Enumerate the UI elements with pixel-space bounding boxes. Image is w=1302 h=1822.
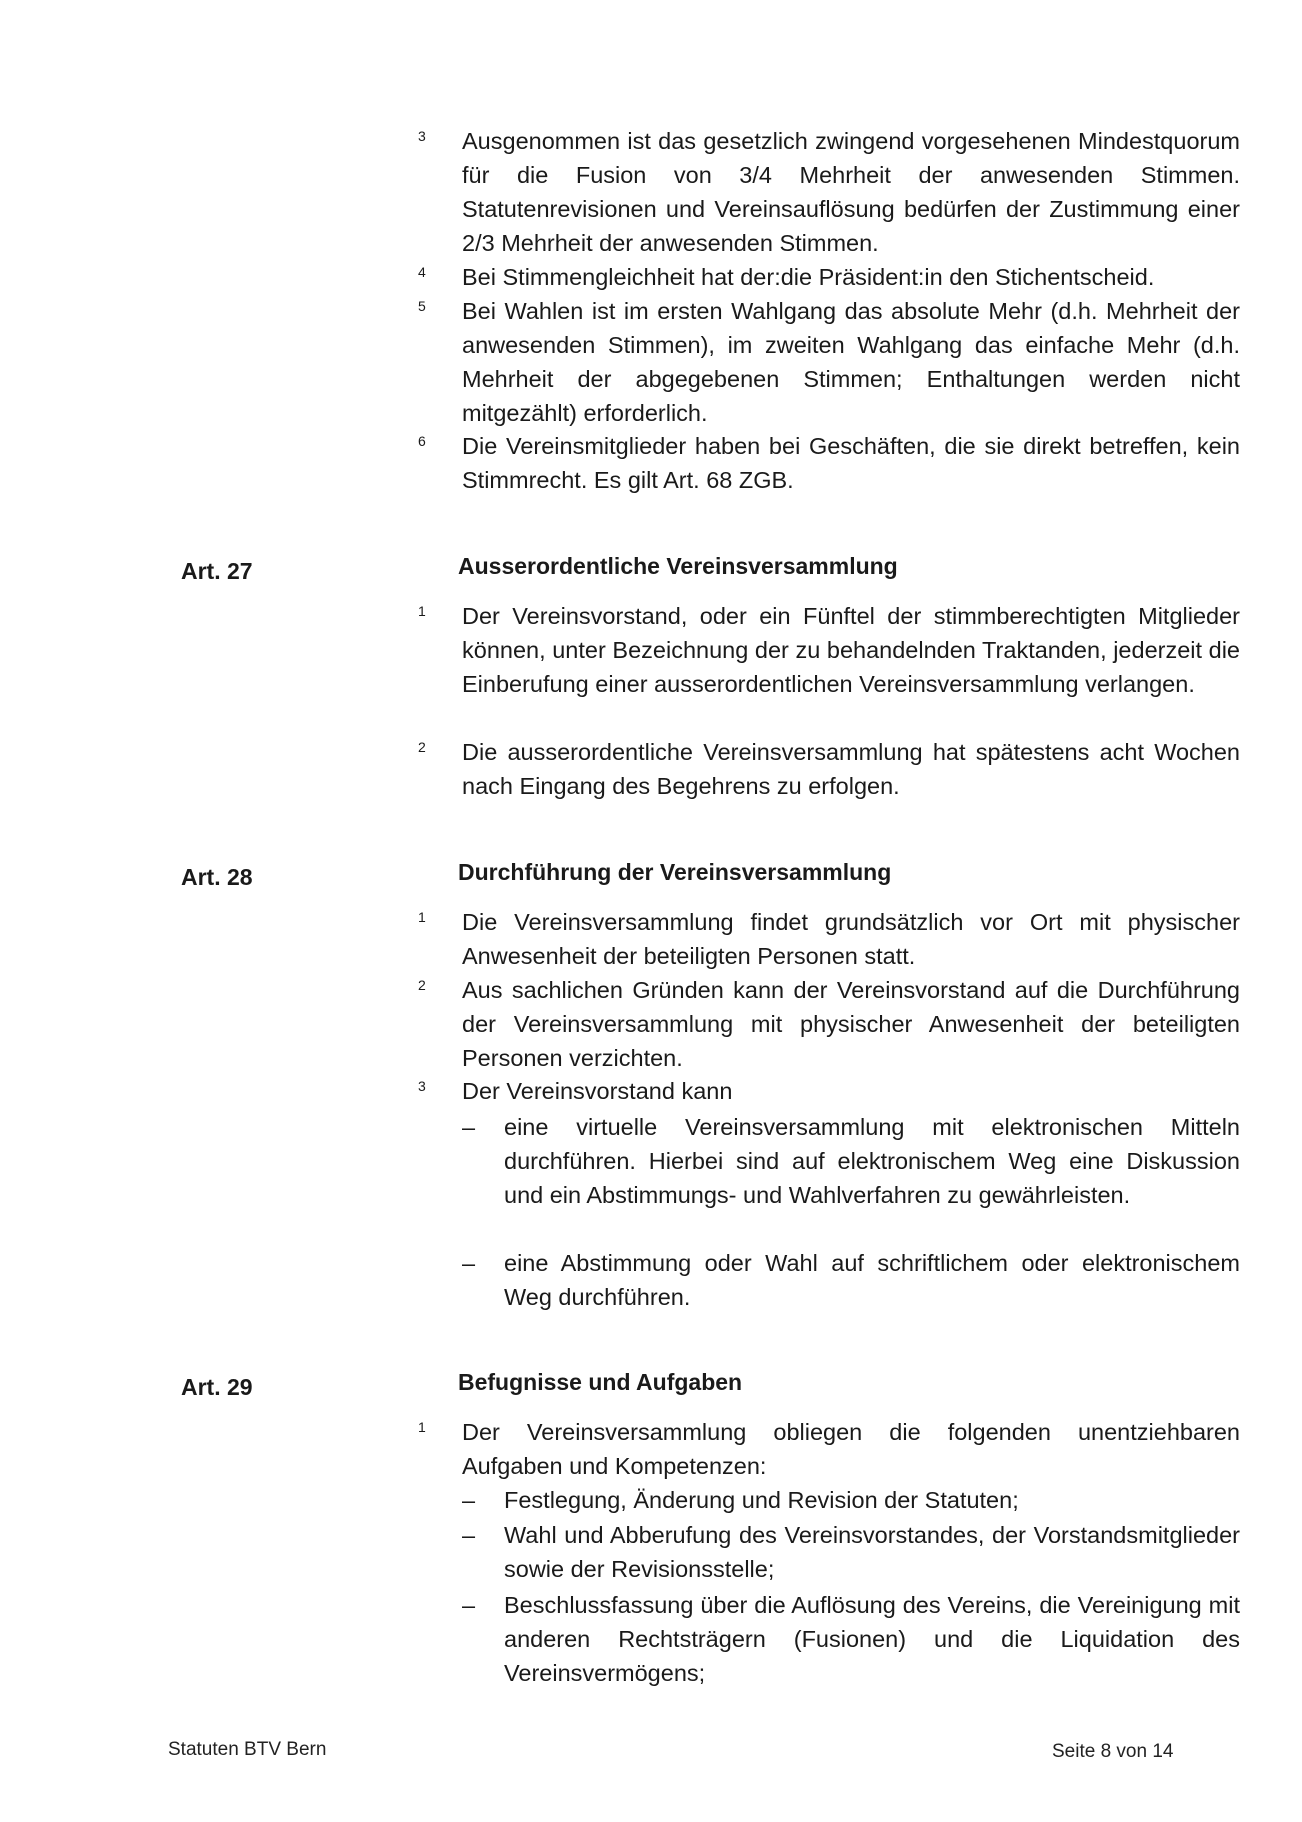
article-title: Durchführung der Vereinsversammlung — [458, 859, 892, 885]
paragraph-text: Der Vereinsversammlung obliegen die folgenden unentziehbaren Aufgaben und Kompetenzen: — [462, 1419, 1240, 1479]
art27-paragraph-1 — [418, 599, 1240, 701]
paragraph-number: 5 — [418, 298, 426, 314]
footer-page-number: Seite 8 von 14 — [1052, 1741, 1174, 1762]
paragraph-4 — [418, 260, 1240, 294]
article-title: Befugnisse und Aufgaben — [458, 1369, 743, 1395]
article-number: Art. 27 — [181, 558, 253, 584]
paragraph-number: 3 — [418, 128, 426, 144]
art29-bullet-2 — [462, 1518, 1240, 1586]
article-number: Art. 29 — [181, 1374, 253, 1400]
paragraph-text: Der Vereinsvorstand, oder ein Fünftel der stimmberechtigten Mitglieder können, unter Bezeichnung der zu behandelnden Traktanden, jederzeit die Einberufung einer ausserordentlichen Vereinsversammlung verlangen. — [462, 603, 1240, 697]
bullet-text: Festlegung, Änderung und Revision der Statuten; — [504, 1487, 1019, 1513]
paragraph-text: Bei Stimmengleichheit hat der:die Präsident:in den Stichentscheid. — [462, 264, 1155, 290]
paragraph-number: 3 — [418, 1078, 426, 1094]
paragraph-text: Aus sachlichen Gründen kann der Vereinsvorstand auf die Durchführung der Vereinsversammlung mit physischer Anwesenheit der beteiligten Personen verzichten. — [462, 977, 1240, 1071]
art28-paragraph-3 — [418, 1074, 1240, 1108]
art28-paragraph-1 — [418, 905, 1240, 973]
paragraph-text: Die Vereinsversammlung findet grundsätzlich vor Ort mit physischer Anwesenheit der beteiligten Personen statt. — [462, 909, 1240, 969]
paragraph-6 — [418, 429, 1240, 497]
bullet-text: Beschlussfassung über die Auflösung des Vereins, die Vereinigung mit anderen Rechtsträgern (Fusionen) und die Liquidation des Vereinsvermögens; — [504, 1592, 1240, 1686]
paragraph-number: 1 — [418, 1419, 426, 1435]
art29-bullet-1 — [462, 1483, 1240, 1517]
paragraph-text: Der Vereinsvorstand kann — [462, 1078, 733, 1104]
art27-paragraph-2 — [418, 735, 1240, 803]
paragraph-text: Die ausserordentliche Vereinsversammlung hat spätestens acht Wochen nach Eingang des Begehrens zu erfolgen. — [462, 739, 1240, 799]
bullet-text: eine virtuelle Vereinsversammlung mit elektronischen Mitteln durchführen. Hierbei sind auf elektronischem Weg eine Diskussion und ein Abstimmungs- und Wahlverfahren zu gewährleisten. — [504, 1114, 1240, 1208]
paragraph-number: 1 — [418, 909, 426, 925]
art28-bullet-1 — [462, 1110, 1240, 1212]
bullet-text: eine Abstimmung oder Wahl auf schriftlichem oder elektronischem Weg durchführen. — [504, 1250, 1240, 1310]
paragraph-number: 1 — [418, 603, 426, 619]
bullet-dash: – — [462, 1250, 476, 1276]
bullet-text: Wahl und Abberufung des Vereinsvorstandes, der Vorstandsmitglieder sowie der Revisionsstelle; — [504, 1522, 1240, 1582]
art28-paragraph-2 — [418, 973, 1240, 1075]
article-title: Ausserordentliche Vereinsversammlung — [458, 553, 898, 579]
article-number: Art. 28 — [181, 864, 253, 890]
art29-bullet-3 — [462, 1588, 1240, 1690]
paragraph-number: 6 — [418, 433, 426, 449]
paragraph-number: 2 — [418, 977, 426, 993]
paragraph-number: 2 — [418, 739, 426, 755]
bullet-dash: – — [462, 1522, 476, 1548]
art29-paragraph-1 — [418, 1415, 1240, 1483]
paragraph-number: 4 — [418, 264, 426, 280]
art28-bullet-2 — [462, 1246, 1240, 1314]
paragraph-text: Die Vereinsmitglieder haben bei Geschäften, die sie direkt betreffen, kein Stimmrecht. Es gilt Art. 68 ZGB. — [462, 433, 1240, 493]
bullet-dash: – — [462, 1592, 476, 1618]
paragraph-text: Ausgenommen ist das gesetzlich zwingend vorgesehenen Mindestquorum für die Fusion von 3/4 Mehrheit der anwesenden Stimmen. Statutenrevisionen und Vereinsauflösung bedürfen der Zustimmung einer 2/3 Mehrheit der anwesenden Stimmen. — [462, 128, 1240, 256]
paragraph-3 — [418, 124, 1240, 260]
bullet-dash: – — [462, 1114, 476, 1140]
footer-document-title: Statuten BTV Bern — [168, 1739, 327, 1760]
bullet-dash: – — [462, 1487, 476, 1513]
paragraph-5 — [418, 294, 1240, 430]
paragraph-text: Bei Wahlen ist im ersten Wahlgang das absolute Mehr (d.h. Mehrheit der anwesenden Stimmen), im zweiten Wahlgang das einfache Mehr (d.h. Mehrheit der abgegebenen Stimmen; Enthaltungen werden nicht mitgezählt) erforderlich. — [462, 298, 1240, 426]
